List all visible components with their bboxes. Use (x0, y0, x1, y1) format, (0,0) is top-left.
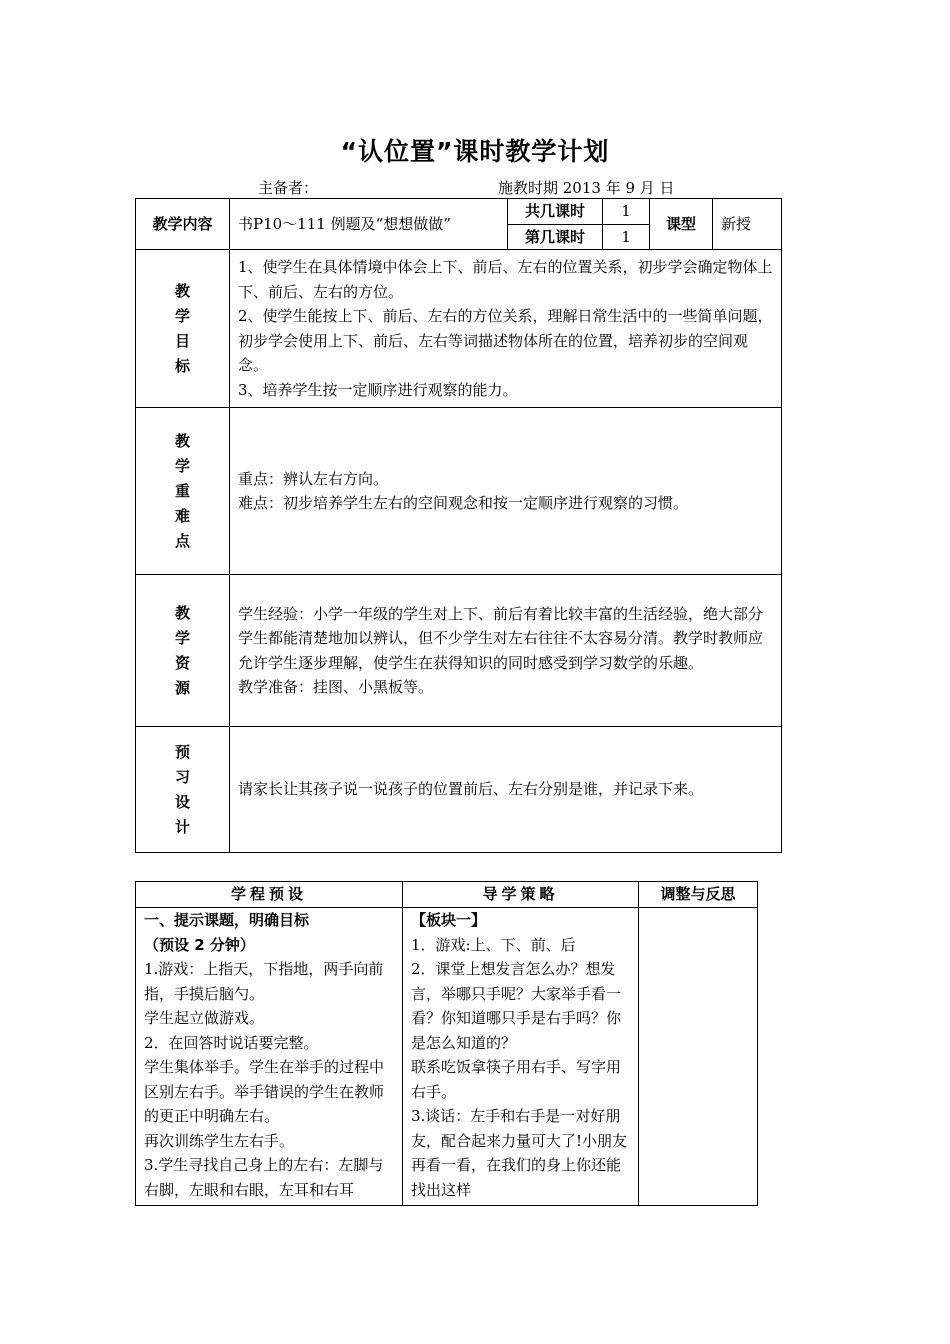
left-line: 2．在回答时说话要完整。 (144, 1033, 319, 1052)
total-lessons-label: 共几课时 (508, 199, 603, 225)
left-line: 再次训练学生左右手。 (144, 1131, 295, 1150)
keypoints-text (230, 408, 782, 575)
plan-table (135, 198, 782, 853)
left-line: 学生起立做游戏。 (144, 1009, 265, 1027)
process-left (136, 908, 403, 1206)
resource-item: 学生经验：小学一年级的学生对上下、前后有着比较丰富的生活经验，绝大部分学生都能清楚地加以辨认，但不少学生对左右往往不太容易分清。教学时教师应允许学生逐步理解，使学生在获得知识的同时感受到学习数学的乐趣。 (238, 604, 764, 672)
goal-item: 3、培养学生按一定顺序进行观察的能力。 (238, 380, 518, 399)
process-right (639, 908, 758, 1206)
mid-heading: 【板块一】 (411, 911, 487, 929)
goals-label: 教 学 目 标 (136, 250, 230, 408)
preparer-label: 主备者： (258, 179, 319, 197)
keypoints-label: 教 学 重 难 点 (136, 408, 230, 575)
lesson-no-label: 第几课时 (508, 224, 603, 250)
left-line: 3.学生寻找自己身上的左右：左脚与右脚，左眼和右眼，左耳和右耳 (144, 1156, 384, 1199)
total-lessons-value: 1 (603, 199, 650, 225)
left-line: 学生集体举手。学生在举手的过程中区别左右手。举手错误的学生在教师的更正中明确左右。 (144, 1058, 385, 1125)
mid-line: 1．游戏:上、下、前、后 (411, 935, 576, 954)
goal-item: 1、使学生在具体情境中体会上下、前后、左右的位置关系，初步学会确定物体上下、前后、左右的方位。 (238, 258, 773, 301)
date-label: 施教时期 2013 年 9 月 日 (498, 179, 675, 197)
lesson-no-value: 1 (603, 224, 650, 250)
page-title: “认位置”课时教学计划 (340, 137, 610, 166)
mid-line: 联系吃饭拿筷子用右手、写字用右手。 (411, 1058, 622, 1101)
left-line: 1.游戏：上指天，下指地，两手向前指，手摸后脑勺。 (144, 960, 384, 1003)
resource-item: 教学准备：挂图、小黑板等。 (238, 678, 434, 696)
header-reflection: 调整与反思 (639, 882, 758, 908)
goals-text (230, 250, 782, 408)
content-label: 教学内容 (136, 199, 230, 250)
header-strategy: 导学策略 (403, 882, 639, 908)
goal-item: 2、使学生能按上下、前后、左右的方位关系，理解日常生活中的一些简单问题，初步学会使用上下、前后、左右等词描述物体所在的位置，培养初步的空间观念。 (238, 307, 773, 374)
preview-label: 预 习 设 计 (136, 727, 230, 853)
mid-line: 2．课堂上想发言怎么办？想发言，举哪只手呢？大家举手看一看？你知道哪只手是右手吗？你是怎么知道的？ (411, 960, 622, 1052)
keypoint-item: 重点：辨认左右方向。 (238, 469, 389, 488)
resources-text (230, 575, 782, 727)
process-table (135, 881, 758, 1206)
mid-line: 3.谈话：左手和右手是一对好朋友，配合起来力量可大了!小朋友再看一看，在我们的身上你还能找出这样 (411, 1107, 628, 1199)
left-sub: （预设 2 分钟） (144, 935, 255, 954)
content-value: 书P10～111 例题及“想想做做” (230, 199, 508, 250)
keypoint-item: 难点：初步培养学生左右的空间观念和按一定顺序进行观察的习惯。 (238, 494, 689, 512)
header-process: 学程预设 (136, 882, 403, 908)
preview-text: 请家长让其孩子说一说孩子的位置前后、左右分别是谁，并记录下来。 (230, 727, 782, 853)
left-heading: 一、提示课题，明确目标 (144, 911, 310, 929)
type-value: 新授 (713, 199, 782, 250)
process-middle (403, 908, 639, 1206)
resources-label: 教 学 资 源 (136, 575, 230, 727)
type-label: 课型 (650, 199, 713, 250)
